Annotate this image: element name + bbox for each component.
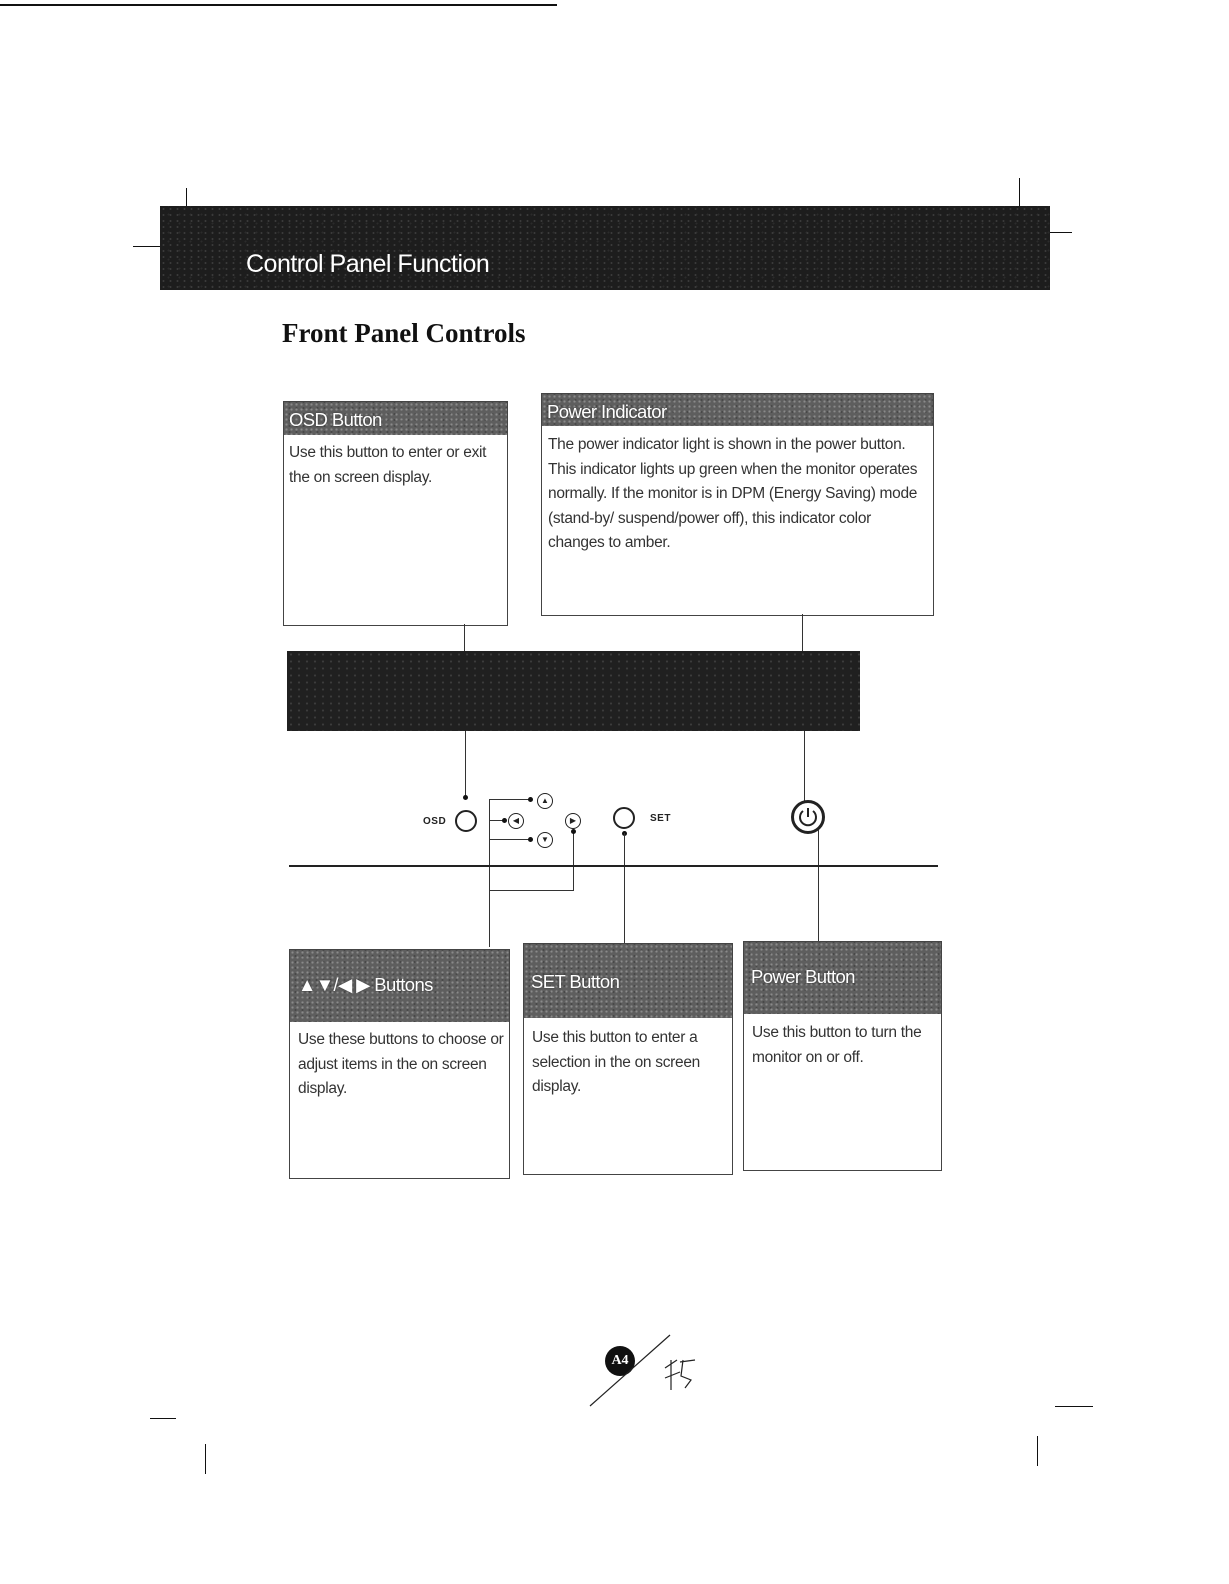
osd-button[interactable] — [455, 810, 477, 832]
leader-dot — [502, 818, 507, 823]
set-button-callout — [523, 943, 733, 1175]
power-button-callout — [743, 941, 942, 1171]
leader-dot — [528, 837, 533, 842]
callout-title: ▲▼/◀ ▶ Buttons — [298, 974, 433, 995]
leader-dot — [571, 829, 576, 834]
callout-title: OSD Button — [289, 409, 382, 430]
connector-line — [802, 614, 803, 652]
page-title: Control Panel Function — [246, 250, 490, 278]
power-indicator-callout — [541, 393, 934, 616]
power-leader-line — [804, 731, 805, 801]
arrow-buttons-callout — [289, 949, 510, 1179]
top-edge-line — [0, 4, 557, 6]
osd-button-callout — [283, 401, 508, 626]
bracket-line — [489, 799, 490, 947]
power-leader-line — [818, 830, 819, 942]
callout-text: Use this button to enter or exit the on screen display. — [289, 444, 487, 486]
set-button[interactable] — [613, 807, 635, 829]
callout-text: The power indicator light is shown in the power button. This indicator lights up green when the monitor operates normally. If the monitor is in DPM (Energy Saving) mode (stand-by/ suspend/power off), this indicator color changes to amber. — [548, 436, 918, 551]
connector-line — [464, 624, 465, 652]
osd-label: OSD — [423, 816, 447, 827]
callout-text: Use these buttons to choose or adjust items in the on screen display. — [298, 1031, 504, 1097]
crop-mark — [1037, 1436, 1038, 1466]
osd-leader-line — [465, 731, 466, 798]
callout-text: Use this button to enter a selection in the on screen display. — [532, 1029, 700, 1095]
callout-title: SET Button — [531, 971, 620, 992]
bracket-line — [489, 890, 574, 891]
leader-dot — [463, 795, 468, 800]
right-arrow-icon[interactable]: ▶ — [565, 813, 581, 829]
bracket-line — [573, 831, 574, 891]
up-arrow-icon[interactable]: ▲ — [537, 793, 553, 809]
down-arrow-icon[interactable]: ▼ — [537, 832, 553, 848]
crop-mark — [1055, 1406, 1093, 1407]
leader-dot — [528, 797, 533, 802]
monitor-front-panel — [287, 651, 860, 731]
bezel-edge-line — [289, 865, 938, 867]
page-number: A4 — [611, 1353, 629, 1368]
callout-title: Power Button — [751, 966, 855, 987]
set-leader-line — [624, 833, 625, 943]
callout-title: Power Indicator — [547, 401, 667, 422]
handwritten-mark — [585, 1330, 705, 1410]
crop-mark — [205, 1444, 206, 1474]
section-title: Front Panel Controls — [282, 318, 526, 348]
crop-mark — [150, 1418, 176, 1419]
left-arrow-icon[interactable]: ◀ — [508, 813, 524, 829]
crop-mark — [133, 246, 163, 247]
callout-text: Use this button to turn the monitor on or off. — [752, 1024, 922, 1066]
crop-mark — [1048, 232, 1072, 233]
bracket-line — [489, 799, 532, 800]
power-icon — [794, 803, 822, 831]
power-button[interactable] — [791, 800, 825, 834]
set-label: SET — [650, 813, 671, 824]
bracket-line — [489, 839, 532, 840]
crop-mark — [1019, 178, 1020, 208]
